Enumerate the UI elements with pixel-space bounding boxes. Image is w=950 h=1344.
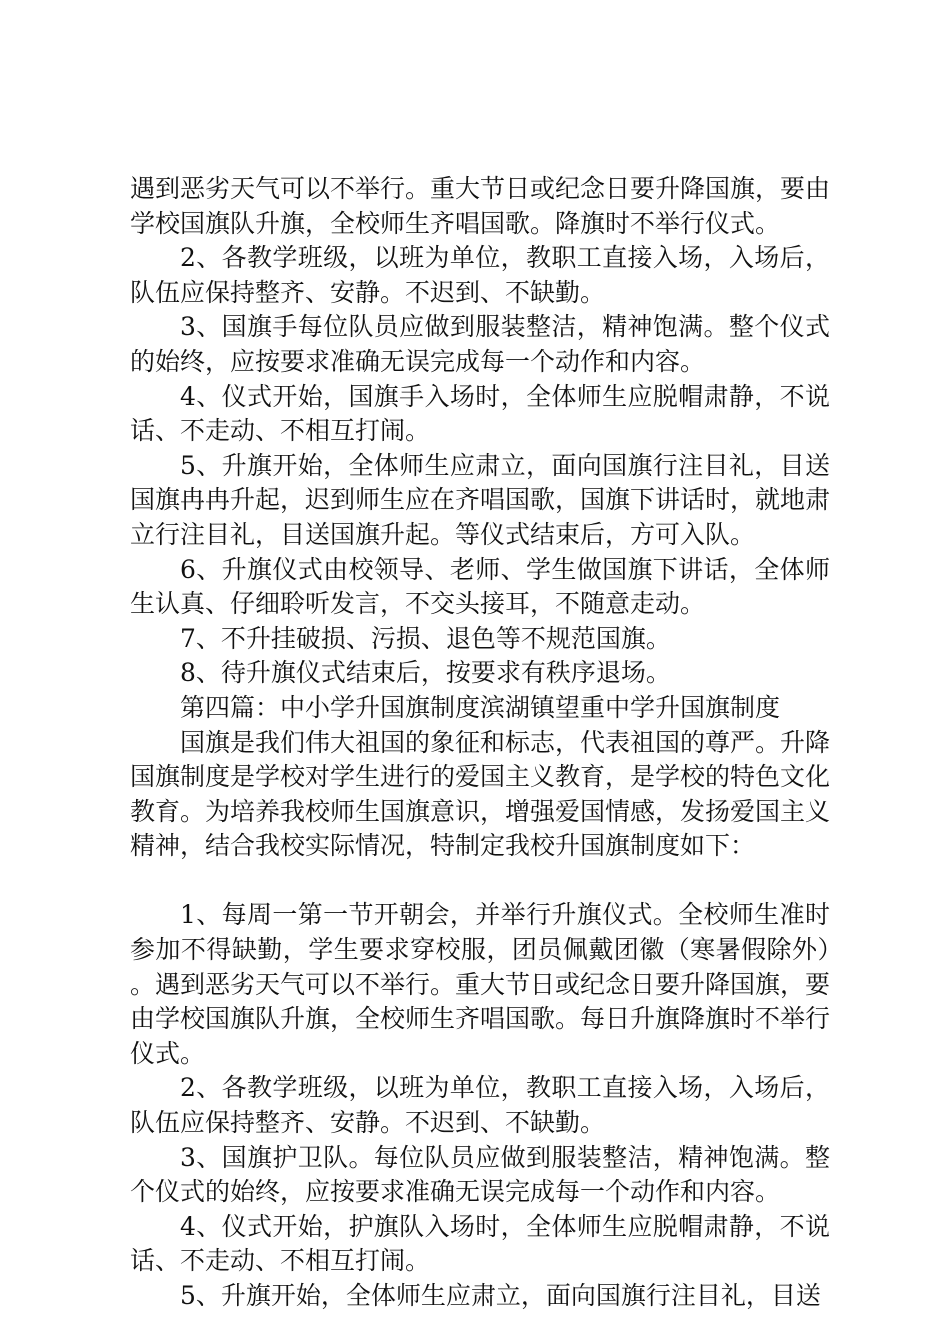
paragraph-rule-4: 4、仪式开始，护旗队入场时，全体师生应脱帽肃静，不说话、不走动、不相互打闹。 xyxy=(130,1211,830,1276)
document-body xyxy=(130,172,830,1314)
paragraph-rule-2: 2、各教学班级，以班为单位，教职工直接入场，入场后，队伍应保持整齐、安静。不迟到、不缺勤。 xyxy=(130,1073,830,1138)
paragraph-intro: 国旗是我们伟大祖国的象征和标志，代表祖国的尊严。升降国旗制度是学校对学生进行的爱国主义教育，是学校的特色文化教育。为培养我校师生国旗意识，增强爱国情感，发扬爱国主义精神，结合我校实际情况，特制定我校升国旗制度如下： xyxy=(130,727,831,861)
paragraph-item-6: 6、升旗仪式由校领导、老师、学生做国旗下讲话，全体师生认真、仔细聆听发言，不交头接耳，不随意走动。 xyxy=(130,554,830,619)
section-heading: 第四篇：中小学升国旗制度滨湖镇望重中学升国旗制度 xyxy=(180,692,781,722)
paragraph-item-4: 4、仪式开始，国旗手入场时，全体师生应脱帽肃静，不说话、不走动、不相互打闹。 xyxy=(130,381,830,446)
blank-line xyxy=(130,864,830,899)
paragraph-item-2: 2、各教学班级，以班为单位，教职工直接入场，入场后，队伍应保持整齐、安静。不迟到、不缺勤。 xyxy=(130,243,830,307)
paragraph-continued: 遇到恶劣天气可以不举行。重大节日或纪念日要升降国旗，要由学校国旗队升旗，全校师生齐唱国歌。降旗时不举行仪式。 xyxy=(130,174,831,238)
paragraph-rule-1: 1、每周一第一节开朝会，并举行升旗仪式。全校师生准时参加不得缺勤，学生要求穿校服，团员佩戴团徽（寒暑假除外）。遇到恶劣天气可以不举行。重大节日或纪念日要升降国旗，要由学校国旗队升旗，全校师生齐唱国歌。每日升旗降旗时不举行仪式。 xyxy=(130,900,831,1068)
paragraph-rule-5: 5、升旗开始，全体师生应肃立，面向国旗行注目礼，目送 xyxy=(180,1281,821,1310)
paragraph-item-8: 8、待升旗仪式结束后，按要求有秩序退场。 xyxy=(180,658,671,688)
paragraph-item-3: 3、国旗手每位队员应做到服装整洁，精神饱满。整个仪式的始终，应按要求准确无误完成每一个动作和内容。 xyxy=(130,312,830,376)
paragraph-item-5: 5、升旗开始，全体师生应肃立，面向国旗行注目礼，目送国旗冉冉升起，迟到师生应在齐唱国歌，国旗下讲话时，就地肃立行注目礼，目送国旗升起。等仪式结束后，方可入队。 xyxy=(130,450,831,549)
paragraph-item-7: 7、不升挂破损、污损、退色等不规范国旗。 xyxy=(180,623,671,653)
paragraph-rule-3: 3、国旗护卫队。每位队员应做到服装整洁，精神饱满。整个仪式的始终，应按要求准确无误完成每一个动作和内容。 xyxy=(130,1142,830,1207)
